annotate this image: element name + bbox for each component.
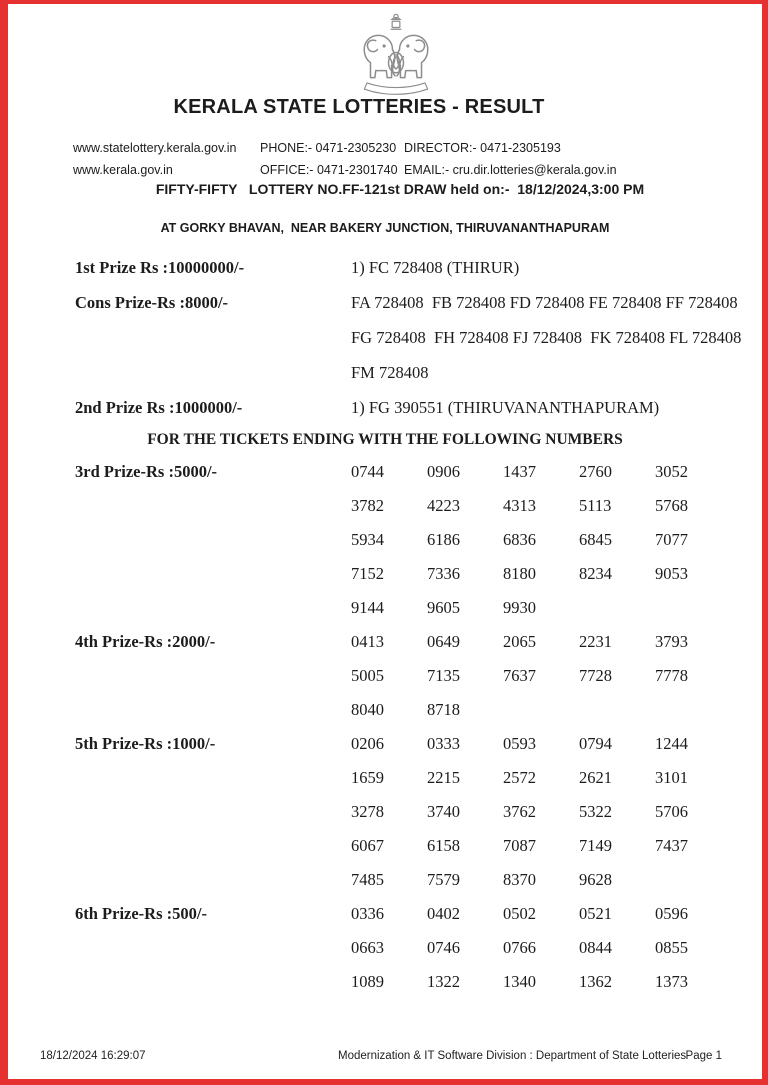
- ticket-number: 5768: [655, 496, 688, 515]
- ticket-number: 0663: [351, 938, 384, 957]
- ticket-number: 2621: [579, 768, 612, 787]
- ticket-number: 6067: [351, 836, 384, 855]
- ticket-number: 9628: [579, 870, 612, 889]
- prize-section-5th: [75, 727, 754, 897]
- ticket-number: 7087: [503, 836, 536, 855]
- ticket-number: 4313: [503, 496, 536, 515]
- numbers-grid-6th: [351, 897, 754, 999]
- ticket-number: 1340: [503, 972, 536, 991]
- ticket-number: 0413: [351, 632, 384, 651]
- prize-label-2nd: 2nd Prize Rs :1000000/-: [75, 398, 243, 417]
- ticket-number: 1322: [427, 972, 460, 991]
- prize-value-line: FA 728408 FB 728408 FD 728408 FE 728408 FF 728408: [351, 293, 738, 312]
- numbers-grid-4th: [351, 625, 754, 727]
- ticket-number: 7485: [351, 870, 384, 889]
- ticket-number: 9053: [655, 564, 688, 583]
- ticket-number: 1362: [579, 972, 612, 991]
- prize-value-line: 1) FC 728408 (THIRUR): [351, 258, 520, 277]
- ticket-number: 0844: [579, 938, 612, 957]
- ticket-number: 9144: [351, 598, 384, 617]
- generated-timestamp: 18/12/2024 16:29:07: [40, 1050, 146, 1062]
- draw-info-line: FIFTY-FIFTY LOTTERY NO.FF-121st DRAW held on:- 18/12/2024,3:00 PM: [155, 181, 645, 197]
- ticket-number: 0596: [655, 904, 688, 923]
- ticket-number: 2231: [579, 632, 612, 651]
- prize-section-3rd: [75, 455, 754, 625]
- ticket-number: 3782: [351, 496, 384, 515]
- prize-section-6th: [75, 897, 754, 999]
- ticket-number: 5005: [351, 666, 384, 685]
- prize-row-2nd: [75, 390, 754, 425]
- ticket-number: 0906: [427, 462, 460, 481]
- ticket-number: 6158: [427, 836, 460, 855]
- ticket-number: 0502: [503, 904, 536, 923]
- contact-row-2: [73, 159, 762, 181]
- ticket-number: 0206: [351, 734, 384, 753]
- ticket-number: 2760: [579, 462, 612, 481]
- ticket-number: 7637: [503, 666, 536, 685]
- prize-value-line: FG 728408 FH 728408 FJ 728408 FK 728408 FL 728408: [351, 328, 742, 347]
- ticket-number: 5322: [579, 802, 612, 821]
- ticket-number: 7152: [351, 564, 384, 583]
- ticket-number: 3762: [503, 802, 536, 821]
- ticket-number: 7135: [427, 666, 460, 685]
- numbers-grid-3rd: [351, 455, 754, 625]
- ticket-number: 2065: [503, 632, 536, 651]
- ticket-number: 7077: [655, 530, 688, 549]
- ticket-number: 7728: [579, 666, 612, 685]
- ticket-number: 7437: [655, 836, 688, 855]
- ticket-number: 7336: [427, 564, 460, 583]
- prize-section-4th: [75, 625, 754, 727]
- contact-row-1: [73, 137, 762, 159]
- ticket-number: 8718: [427, 700, 460, 719]
- ticket-number: 8040: [351, 700, 384, 719]
- ticket-number: 0746: [427, 938, 460, 957]
- ticket-number: 3052: [655, 462, 688, 481]
- kerala-state-emblem-icon: [352, 10, 440, 96]
- ticket-number: 0333: [427, 734, 460, 753]
- prize-row-1st: [75, 250, 754, 285]
- email-address: EMAIL:- cru.dir.lotteries@kerala.gov.in: [404, 163, 617, 177]
- ending-numbers-heading: FOR THE TICKETS ENDING WITH THE FOLLOWING NUMBERS: [147, 431, 623, 448]
- ticket-number: 0855: [655, 938, 688, 957]
- ticket-number: 1659: [351, 768, 384, 787]
- ticket-number: 7778: [655, 666, 688, 685]
- ticket-number: 1089: [351, 972, 384, 991]
- ticket-number: 6845: [579, 530, 612, 549]
- ticket-number: 4223: [427, 496, 460, 515]
- office-number: OFFICE:- 0471-2301740: [260, 163, 398, 177]
- statelottery-website-link: www.statelottery.kerala.gov.in: [73, 141, 237, 155]
- ticket-number: 7149: [579, 836, 612, 855]
- division-label: Modernization & IT Software Division : Department of State Lotteries: [338, 1050, 687, 1062]
- prize-row-cons: [75, 285, 754, 390]
- venue-line: AT GORKY BHAVAN, NEAR BAKERY JUNCTION, THIRUVANANTHAPURAM: [160, 221, 610, 235]
- ticket-number: 3101: [655, 768, 688, 787]
- ticket-number: 2215: [427, 768, 460, 787]
- prize-label-3rd: 3rd Prize-Rs :5000/-: [75, 462, 218, 481]
- prize-label-5th: 5th Prize-Rs :1000/-: [75, 734, 216, 753]
- ticket-number: 5934: [351, 530, 384, 549]
- phone-number: PHONE:- 0471-2305230: [260, 141, 397, 155]
- ticket-number: 3740: [427, 802, 460, 821]
- ticket-number: 0744: [351, 462, 384, 481]
- ticket-number: 7579: [427, 870, 460, 889]
- contact-block: [73, 137, 762, 181]
- director-number: DIRECTOR:- 0471-2305193: [404, 141, 561, 155]
- prize-label-1st: 1st Prize Rs :10000000/-: [75, 258, 245, 277]
- numbers-grid-5th: [351, 727, 754, 897]
- top-prizes-block: [75, 250, 754, 425]
- prize-label-4th: 4th Prize-Rs :2000/-: [75, 632, 216, 651]
- prize-label-cons: Cons Prize-Rs :8000/-: [75, 293, 229, 312]
- ticket-number: 0521: [579, 904, 612, 923]
- prize-label-6th: 6th Prize-Rs :500/-: [75, 904, 207, 923]
- prize-values-2nd: [351, 390, 754, 425]
- ticket-number: 2572: [503, 768, 536, 787]
- page-title: KERALA STATE LOTTERIES - RESULT: [173, 96, 545, 118]
- prize-values-cons: [351, 285, 754, 390]
- ticket-number: 0649: [427, 632, 460, 651]
- conch: [389, 53, 404, 73]
- ticket-number: 3793: [655, 632, 688, 651]
- prize-value-line: 1) FG 390551 (THIRUVANANTHAPURAM): [351, 398, 660, 417]
- ticket-number: 8180: [503, 564, 536, 583]
- ticket-number: 1437: [503, 462, 536, 481]
- ticket-number: 1373: [655, 972, 688, 991]
- ticket-number: 9930: [503, 598, 536, 617]
- ticket-number: 6836: [503, 530, 536, 549]
- ticket-number: 5113: [579, 496, 612, 515]
- ticket-number: 6186: [427, 530, 460, 549]
- kerala-website-link: www.kerala.gov.in: [73, 163, 173, 177]
- ticket-number: 5706: [655, 802, 688, 821]
- ticket-number: 9605: [427, 598, 460, 617]
- page-footer: [8, 1050, 762, 1068]
- ticket-number: 0593: [503, 734, 536, 753]
- ashoka-capital: [391, 14, 401, 29]
- ticket-number: 0402: [427, 904, 460, 923]
- ticket-number: 3278: [351, 802, 384, 821]
- ticket-number: 8234: [579, 564, 612, 583]
- ticket-number: 0794: [579, 734, 612, 753]
- ticket-number: 1244: [655, 734, 688, 753]
- page-number: Page 1: [685, 1050, 722, 1062]
- prize-value-line: FM 728408: [351, 363, 429, 382]
- ticket-number: 0766: [503, 938, 536, 957]
- ticket-number: 0336: [351, 904, 384, 923]
- prize-values-1st: [351, 250, 754, 285]
- ticket-number: 8370: [503, 870, 536, 889]
- ending-sections-block: [75, 455, 754, 999]
